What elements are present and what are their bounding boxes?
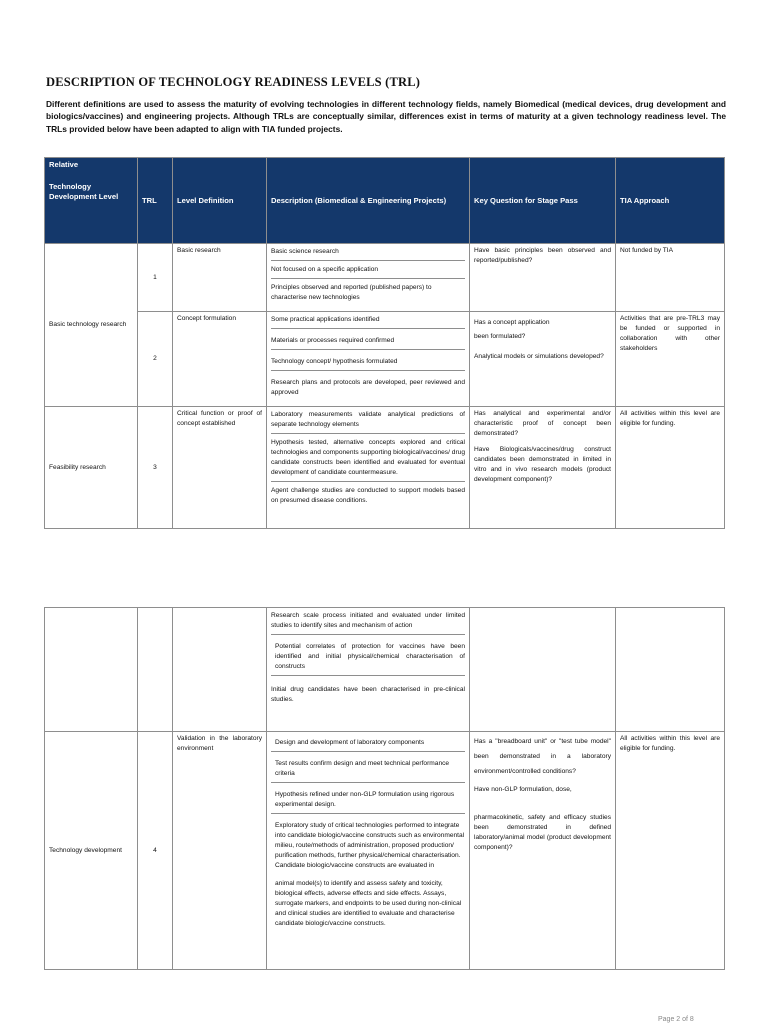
header-relative: Relative [49,160,79,169]
question-line: Has analytical and experimental and/or characteristic proof of concept been demonstrated? [474,410,611,437]
description-item: Basic science research [271,246,465,261]
question-line: Have non-GLP formulation, dose, [474,786,572,793]
description-item: Agent challenge studies are conducted to support models based on presumed disease conditions. [271,487,465,504]
tia-trl-1: Not funded by TIA [616,244,725,312]
question-empty [470,608,616,732]
description-trl-4 [267,732,470,970]
stage-feasibility-research: Feasibility research [45,407,138,529]
question-trl-2 [470,312,616,407]
description-item: Laboratory measurements validate analytical predictions of separate technology elements [271,409,465,434]
description-item: Potential correlates of protection for vaccines have been identified and initial physical/chemical characterisation of constructs [271,638,465,676]
table-row [45,407,725,529]
description-trl-1 [267,244,470,312]
trl-table-continued [44,607,725,970]
trl-empty [138,608,173,732]
description-item: Principles observed and reported (published papers) to characterise new technologies [271,284,432,301]
description-trl-3 [267,407,470,529]
question-line: Has a concept application [474,319,550,326]
page-title: DESCRIPTION OF TECHNOLOGY READINESS LEVELS (TRL) [46,75,421,89]
tia-empty [616,608,725,732]
trl-2: 2 [138,312,173,407]
header-tia-approach: TIA Approach [616,158,725,244]
definition-trl-2: Concept formulation [173,312,267,407]
trl-4: 4 [138,732,173,970]
header-key-question: Key Question for Stage Pass [470,158,616,244]
description-item: Initial drug candidates have been characterised in pre-clinical studies. [271,686,465,703]
definition-trl-3: Critical function or proof of concept established [173,407,267,529]
table-row [45,608,725,732]
description-item: Research plans and protocols are developed, peer reviewed and approved [271,379,465,396]
table-row [45,732,725,970]
table-row [45,312,725,407]
description-item: Hypothesis refined under non-GLP formulation using rigorous experimental design. [271,786,465,814]
question-line: pharmacokinetic, safety and efficacy studies been demonstrated in defined laboratory/animal model (product development component)? [474,814,611,851]
header-level-definition: Level Definition [173,158,267,244]
description-paragraph: animal model(s) to identify and assess safety and toxicity, biological effects, adverse effects and side effects. Assays, surrogate markers, and endpoints to be used during non-clinical and clinical studies are identified to evaluate and characterise candidate biologic/vaccine constructs. [275,880,462,927]
description-item: Hypothesis tested, alternative concepts explored and critical technologies and components supporting biological/vaccines/ drug candidate constructs been identified and evaluated for eventual development of candidate countermeasure. [271,437,465,482]
stage-empty [45,608,138,732]
description-item: Design and development of laboratory components [271,734,465,752]
description-item: Some practical applications identified [271,314,465,329]
description-item: Technology concept/ hypothesis formulated [271,353,465,371]
tia-trl-2: Activities that are pre-TRL3 may be funded or supported in collaboration with other stakeholders [616,312,725,407]
description-item [271,817,465,932]
question-line: Analytical models or simulations developed? [474,353,604,360]
tia-trl-4: All activities within this level are eligible for funding. [616,732,725,970]
definition-empty [173,608,267,732]
table-row [45,244,725,312]
trl-table [44,157,725,529]
header-relative-level: Technology Development Level [49,182,119,201]
question-trl-1: Have basic principles been observed and reported/published? [470,244,616,312]
stage-basic-research: Basic technology research [45,244,138,407]
definition-trl-1: Basic research [173,244,267,312]
description-item: Test results confirm design and meet technical performance criteria [271,755,465,783]
header-development-level [45,158,138,244]
description-item: Research scale process initiated and evaluated under limited studies to identify sites and mechanism of action [271,610,465,635]
page-number: Page 2 of 8 [658,1016,694,1023]
description-item: Not focused on a specific application [271,264,465,279]
table-header-row [45,158,725,244]
description-trl-2 [267,312,470,407]
header-trl: TRL [138,158,173,244]
question-line: been formulated? [474,333,526,340]
stage-technology-development: Technology development [45,732,138,970]
trl-3: 3 [138,407,173,529]
intro-paragraph: Different definitions are used to assess the maturity of evolving technologies in different technology fields, namely Biomedical (medical devices, drug development and biologics/vaccines) and engineering projects. Although TRLs are conceptually similar, differences exist in terms of maturity at a given technology readiness level. The TRLs provided below have been adapted to align with TIA funded projects. [46,99,726,134]
question-line: Has a "breadboard unit" or "test tube model" been demonstrated in a laboratory environment/controlled conditions? [474,738,611,775]
header-description: Description (Biomedical & Engineering Projects) [267,158,470,244]
tia-trl-3: All activities within this level are eligible for funding. [616,407,725,529]
trl-1: 1 [138,244,173,312]
description-paragraph: Exploratory study of critical technologies performed to integrate into candidate biologic/vaccine constructs such as environmental milieu, route/methods of administration, proposed production/ purification methods, further physical/chemical characterisation. Candidate biologic/vaccine constructs are evaluated in [275,822,465,869]
description-item: Materials or processes required confirmed [271,332,465,350]
question-trl-3 [470,407,616,529]
question-trl-4 [470,732,616,970]
definition-trl-4: Validation in the laboratory environment [173,732,267,970]
description-continued [267,608,470,732]
question-line: Have Biologicals/vaccines/drug construct candidates been demonstrated in limited in vitro and in vivo research models (product development component)? [474,446,611,483]
